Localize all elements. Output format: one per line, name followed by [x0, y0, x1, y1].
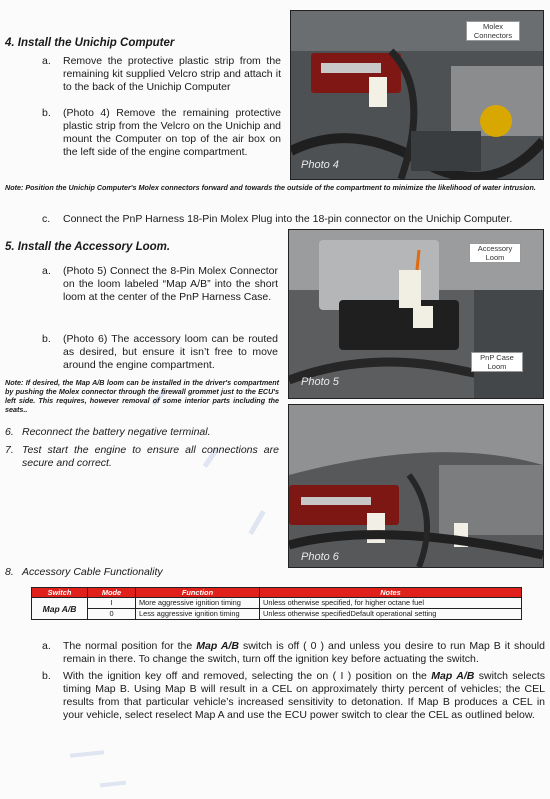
table-cell-notes: Unless otherwise specified, for higher octane fuel	[260, 598, 522, 609]
step-5b-text: (Photo 6) The accessory loom can be routed as desired, but ensure it isn’t free to move around the engine compartment.	[63, 333, 278, 371]
table-header-function: Function	[136, 588, 260, 598]
step-8b-marker: b.	[42, 670, 51, 682]
photo-6	[288, 404, 544, 568]
map-ab-switch-name: Map A/B	[431, 670, 475, 682]
watermark-stroke	[70, 750, 104, 758]
step-8a-text	[63, 640, 545, 666]
accessory-cable-table	[31, 587, 522, 620]
table-cell-notes: Unless otherwise specifiedDefault operational setting	[260, 609, 522, 620]
watermark-stroke	[100, 781, 126, 788]
photo-6-label: Photo 6	[301, 551, 339, 563]
step-8b-text	[63, 670, 545, 722]
section-4-heading: 4. Install the Unichip Computer	[5, 37, 175, 49]
photo-4-callout-molex: Molex Connectors	[466, 21, 520, 41]
table-cell-mode: 0	[88, 609, 136, 620]
photo-4	[290, 10, 544, 180]
watermark-stroke	[248, 510, 265, 535]
table-cell-function: Less aggressive ignition timing	[136, 609, 260, 620]
step-8a-marker: a.	[42, 640, 51, 652]
step-8b-text-post: switch selects timing Map B. Using Map B will result in a CEL on approximately thirty percent of vehicles; the CEL results from that particular vehicle’s increased sensitivity to detonation. If Map B produces a CEL in your vehicle, select reselect Map A and use the ECU power switch to clear the CEL as outlined below.	[63, 670, 545, 721]
table-row	[32, 598, 522, 609]
step-6-marker: 6.	[5, 426, 14, 438]
photo-6-engine-image	[289, 405, 543, 567]
step-4a-marker: a.	[42, 55, 51, 67]
step-5a-marker: a.	[42, 265, 51, 277]
step-8-marker: 8.	[5, 566, 14, 578]
step-8a-text-pre: The normal position for the	[63, 640, 197, 652]
step-8b-text-pre: With the ignition key off and removed, selecting the on ( I ) position on the	[63, 670, 432, 682]
photo-5-callout-accessory-loom: Accessory Loom	[469, 243, 521, 263]
photo-5-callout-pnp-case-loom: PnP Case Loom	[471, 352, 523, 372]
section-5-heading: 5. Install the Accessory Loom.	[5, 241, 171, 253]
photo-5	[288, 229, 544, 399]
photo-5-label: Photo 5	[301, 376, 339, 388]
table-cell-switch: Map A/B	[32, 598, 88, 620]
step-8a-text-post: switch is off ( 0 ) and unless you desire to run Map B it should remain in there. To change the switch, turn off the ignition key before actuating the switch.	[63, 640, 545, 665]
table-header-row	[32, 588, 522, 598]
step-4b-text: (Photo 4) Remove the remaining protective plastic strip from the Velcro on the Unichip and mount the Computer on top of the air box on the left side of the engine compartment.	[63, 107, 281, 158]
step-4c-marker: c.	[42, 213, 51, 225]
table-header-mode: Mode	[88, 588, 136, 598]
table-header-switch: Switch	[32, 588, 88, 598]
section-8-heading: Accessory Cable Functionality	[22, 566, 163, 578]
table-row	[32, 609, 522, 620]
step-4c-text: Connect the PnP Harness 18-Pin Molex Plug into the 18-pin connector on the Unichip Computer.	[63, 213, 513, 225]
table-header-notes: Notes	[260, 588, 522, 598]
map-ab-switch-name: Map A/B	[196, 640, 239, 652]
photo-4-label: Photo 4	[301, 159, 339, 171]
table-cell-mode: I	[88, 598, 136, 609]
section-4-note: Note: Position the Unichip Computer's Molex connectors forward and towards the outside of the compartment to minimize the likelihood of water intrusion.	[5, 183, 536, 192]
step-5a-text: (Photo 5) Connect the 8-Pin Molex Connector on the loom labeled “Map A/B” into the short loom at the center of the PnP Harness Case.	[63, 265, 278, 303]
step-4a-text: Remove the protective plastic strip from the remaining kit supplied Velcro strip and attach it to the back of the Unichip Computer	[63, 55, 281, 93]
step-4b-marker: b.	[42, 107, 51, 119]
step-7-text: Test start the engine to ensure all connections are secure and correct.	[22, 444, 279, 469]
step-5b-marker: b.	[42, 333, 51, 345]
step-6-text: Reconnect the battery negative terminal.	[22, 426, 211, 438]
table-cell-function: More aggressive ignition timing	[136, 598, 260, 609]
step-7-marker: 7.	[5, 444, 14, 456]
section-5-note: Note: If desired, the Map A/B loom can be installed in the driver's compartment by pushing the Molex connector through the firewall grommet just to the ECU's left side. This requires, however removal of some interior parts including the seats..	[5, 378, 279, 414]
